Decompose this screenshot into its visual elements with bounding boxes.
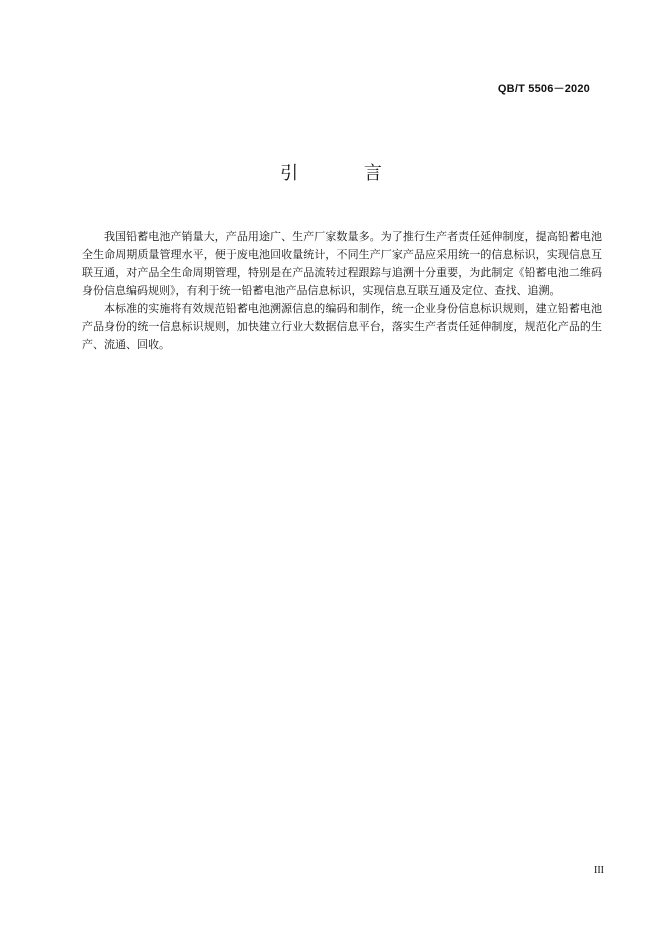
paragraph-2: 本标准的实施将有效规范铅蓄电池溯源信息的编码和制作，统一企业身份信息标识规则，建立铅蓄电池产品身份的统一信息标识规则，加快建立行业大数据信息平台，落实生产者责任延伸制度，规范化产品的生产、流通、回收。 — [82, 302, 602, 351]
page-title: 引 言 — [280, 163, 412, 184]
standard-code: QB/T 5506－2020 — [497, 83, 590, 95]
paragraph-1: 我国铅蓄电池产销量大，产品用途广、生产厂家数量多。为了推行生产者责任延伸制度，提高铅蓄电池全生命周期质量管理水平，便于废电池回收量统计，不同生产厂家产品应采用统一的信息标识，实现信息互联互通，对产品全生命周期管理，特别是在产品流转过程跟踪与追溯十分重要，为此制定《铅蓄电池二维码身份信息编码规则》，有利于统一铅蓄电池产品信息标识，实现信息互联互通及定位、查找、追溯。 — [82, 230, 602, 297]
page-number: III — [594, 865, 604, 876]
introduction-body — [82, 228, 602, 354]
